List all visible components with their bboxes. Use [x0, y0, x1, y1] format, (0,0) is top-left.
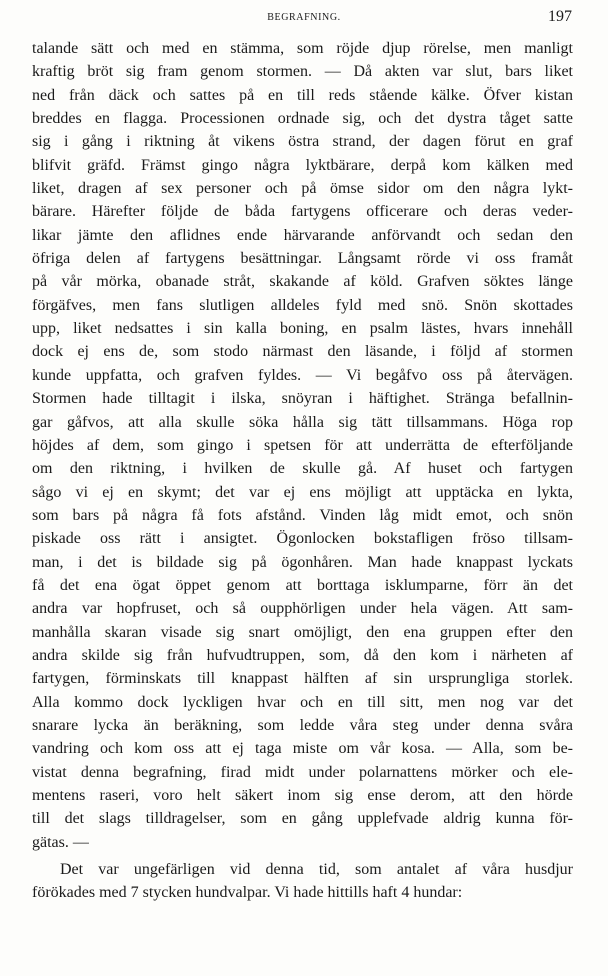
page-header [32, 8, 576, 30]
text-line: andra skilde sig från hufvudtruppen, som, då den kom i närheten af [32, 646, 573, 664]
text-line: Det var ungefärligen vid denna tid, som antalet af våra husdjur [60, 861, 573, 879]
paragraph [32, 37, 573, 854]
text-line: vistat denna begrafning, firad midt under polarnattens mörker och ele- [32, 763, 573, 781]
text-line: man, i det is bildade sig på ögonhåren. Man hade knappast lyckats [32, 553, 573, 571]
text-line: kunde uppfatta, och grafven fyldes. — Vi begåfvo oss på återvägen. [32, 366, 573, 384]
text-line: gar gåfvos, att alla skulle söka hålla sig tätt tillsammans. Höga rop [32, 413, 573, 431]
text-line: bärare. Härefter följde de båda fartygens officerare och deras veder- [32, 203, 573, 221]
text-line: dock ej ens de, som stodo närmast den läsande, i följd af stormen [32, 343, 573, 361]
text-line: piskade oss rätt i ansigtet. Ögonlocken bokstafligen fröso tillsam- [32, 530, 573, 548]
text-line: höjdes af dem, som gingo i spetsen för att underrätta de efterföljande [32, 436, 573, 454]
text-line: breddes en flagga. Processionen ordnade sig, och det dystra tåget satte [32, 110, 573, 128]
text-line: Alla kommo dock lyckligen hvar och en till sitt, men nog var det [32, 693, 573, 711]
text-line: upp, liket nedsattes i sin kalla boning, en psalm lästes, hvars innehåll [32, 320, 573, 338]
text-line: sig i gång i riktning åt vikens östra strand, der dagen förut en graf [32, 133, 573, 151]
text-line: förökades med 7 stycken hundvalpar. Vi hade hittills haft 4 hundar: [32, 884, 463, 902]
body-text [32, 37, 573, 905]
text-line: snarare lycka än beräkning, som ledde våra steg under denna svåra [32, 716, 573, 734]
text-line: liket, dragen af sex personer och på ömse sidor om den några lykt- [32, 180, 573, 198]
page-number: 197 [548, 8, 572, 25]
text-line: till det slags tilldragelser, som en gång upplefvade aldrig kunna för- [32, 810, 573, 828]
text-line: mentens raseri, voro helt säkert inom sig ense derom, att den hörde [32, 787, 573, 804]
text-line: manhålla skaran visade sig snart omöjligt, den ena gruppen efter den [32, 623, 573, 641]
paragraph [32, 858, 573, 905]
text-line: andra var hopfruset, och så oupphörligen under hela vägen. Att sam- [32, 600, 573, 618]
text-line: blifvit gräfd. Främst gingo några lyktbärare, derpå kom kälken med [32, 156, 573, 174]
text-line: förgäfves, men fans slutligen alldeles fyld med snö. Snön skottades [32, 296, 573, 314]
text-line: vandring och kom oss att ej taga miste om vår kosa. — Alla, som be- [32, 740, 573, 758]
text-line: om den riktning, i hvilken de skulle gå. Af huset och fartygen [32, 460, 573, 478]
text-line: likar jämte den aflidnes ende härvarande anförvandt och sedan den [32, 226, 573, 244]
running-head: BEGRAFNING. [267, 12, 341, 23]
text-line: ned från däck och sattes på en till reds stående kälke. Öfver kistan [32, 86, 573, 104]
text-line: gätas. — [32, 833, 89, 851]
text-line: talande sätt och med en stämma, som röjde djup rörelse, men manligt [32, 40, 573, 57]
text-line: som bars på några få fots afstånd. Vinden låg midt emot, och snön [32, 506, 573, 524]
text-line: kraftig bröt sig fram genom stormen. — Då akten var slut, bars liket [32, 63, 573, 81]
text-line: öfriga delen af fartygens besättningar. Långsamt rörde vi oss framåt [32, 250, 573, 268]
text-line: på vår mörka, obanade stråt, skakande af köld. Grafven söktes länge [32, 273, 573, 291]
text-line: fartygen, förminskats till knappast hälften af sin ursprungliga storlek. [32, 670, 573, 688]
text-line: Stormen hade tilltagit i ilska, snöyran i häftighet. Stränga befallnin- [32, 390, 573, 408]
text-line: få det ena ögat öppet genom att borttaga isklumparne, förr än det [32, 576, 573, 594]
text-line: sågo vi ej en skymt; det var ej ens möjligt att upptäcka en lykta, [32, 483, 573, 501]
